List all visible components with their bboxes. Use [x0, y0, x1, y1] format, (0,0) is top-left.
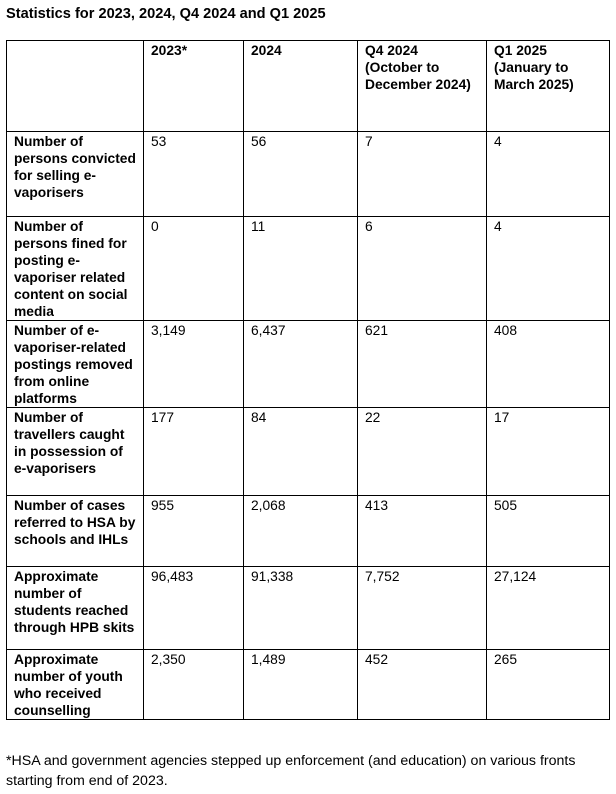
page-title: Statistics for 2023, 2024, Q4 2024 and Q1 2025: [6, 6, 326, 22]
table-cell: 408: [487, 321, 610, 408]
row-label: Number of persons fined for posting e-vaporiser related content on social media: [7, 217, 144, 321]
header-cell-2024: 2024: [244, 41, 358, 132]
table-cell: 955: [144, 496, 244, 567]
table-cell: 7,752: [358, 567, 487, 650]
table-cell: 96,483: [144, 567, 244, 650]
table-cell: 6: [358, 217, 487, 321]
table-row: [7, 567, 610, 650]
table-cell: 22: [358, 408, 487, 496]
header-cell-2023: 2023*: [144, 41, 244, 132]
table-cell: 2,068: [244, 496, 358, 567]
header-cell-blank: [7, 41, 144, 132]
table-cell: 27,124: [487, 567, 610, 650]
table-cell: 53: [144, 132, 244, 217]
table-cell: 84: [244, 408, 358, 496]
header-cell-q4-2024: Q4 2024 (October to December 2024): [358, 41, 487, 132]
header-cell-q1-2025: Q1 2025 (January to March 2025): [487, 41, 610, 132]
table-row: [7, 408, 610, 496]
table-header-row: [7, 41, 610, 132]
table-row: [7, 132, 610, 217]
table-cell: 91,338: [244, 567, 358, 650]
table-cell: 3,149: [144, 321, 244, 408]
footnote: *HSA and government agencies stepped up enforcement (and education) on various fronts starting from end of 2023.: [6, 753, 576, 789]
table-row: [7, 321, 610, 408]
row-label: Number of persons convicted for selling e-vaporisers: [7, 132, 144, 217]
table-cell: 7: [358, 132, 487, 217]
table-row: [7, 217, 610, 321]
table-row: [7, 650, 610, 720]
table-row: [7, 496, 610, 567]
table-cell: 17: [487, 408, 610, 496]
table-cell: 0: [144, 217, 244, 321]
table-cell: 6,437: [244, 321, 358, 408]
table-cell: 11: [244, 217, 358, 321]
table-cell: 2,350: [144, 650, 244, 720]
table-cell: 505: [487, 496, 610, 567]
statistics-table: [6, 40, 610, 720]
table-cell: 4: [487, 217, 610, 321]
row-label: Approximate number of students reached through HPB skits: [7, 567, 144, 650]
table-cell: 452: [358, 650, 487, 720]
table-cell: 56: [244, 132, 358, 217]
row-label: Number of travellers caught in possession of e-vaporisers: [7, 408, 144, 496]
row-label: Number of cases referred to HSA by schools and IHLs: [7, 496, 144, 567]
table-cell: 4: [487, 132, 610, 217]
table-cell: 265: [487, 650, 610, 720]
table-cell: 177: [144, 408, 244, 496]
table-cell: 1,489: [244, 650, 358, 720]
row-label: Number of e-vaporiser-related postings removed from online platforms: [7, 321, 144, 408]
row-label: Approximate number of youth who received counselling: [7, 650, 144, 720]
table-cell: 621: [358, 321, 487, 408]
table-cell: 413: [358, 496, 487, 567]
